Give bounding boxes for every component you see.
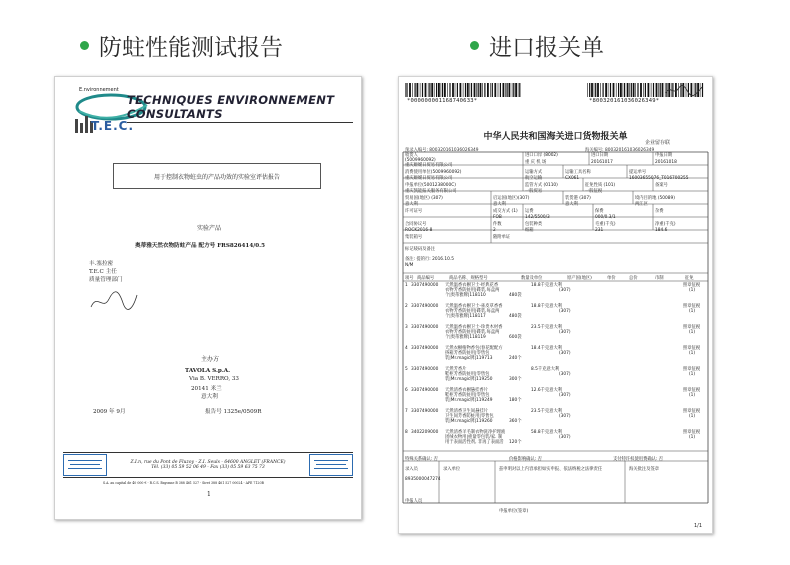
signer-line-1: 丰.塞拉密 — [89, 261, 114, 267]
report-title-box — [113, 163, 321, 189]
goods-name2: 衣物芳香防蛀用|碟装,每盒两 — [445, 330, 500, 336]
section-label: 实验产品 — [197, 225, 222, 232]
terms-label: 成交方式 (1) — [493, 209, 518, 214]
declare-person-label: 申报人员 — [405, 499, 423, 504]
port-label: 进口口岸 (8002) — [525, 153, 558, 158]
goods-qty: 300个 — [509, 377, 522, 383]
goods-name1: 天然温香衣橱卫士-雀皮草香香 — [445, 304, 503, 309]
goods-name2: 鞋柜芳香防蛀用|零售包 — [445, 372, 490, 378]
goods-row — [405, 388, 705, 409]
goods-name2: 挤箱芳香防蛀用|零售包 — [445, 351, 490, 357]
royalty: 支付特许权使用费确认: 否 — [613, 457, 664, 462]
goods-no: 6 — [405, 388, 408, 393]
report-page-number: 1 — [207, 491, 211, 498]
entry-person-label: 录入员 — [405, 467, 418, 472]
accreditation-stamp-right — [309, 454, 353, 476]
marks-line-2: N/M — [405, 263, 414, 268]
goods-origin2: (307) — [559, 393, 571, 399]
barcode-right-number: *800320161036026349* — [589, 98, 660, 104]
goods-tail: 照章征税 — [683, 430, 701, 435]
goods-row — [405, 367, 705, 388]
goods-name3: 用于表面活性剂, 非再了表面活 — [445, 440, 504, 446]
footer-small-print: S.A. au capital de 40 000 € - R.C.S. Bayonne B 388 461 527 - Siret 388 461 527 00024 - APE 7120B — [103, 481, 264, 485]
gross-label: 毛重(千克) — [595, 222, 616, 227]
stamp-lines-icon — [312, 457, 350, 473]
marks-line-1: 备注: 提的行: 2016.10.5 — [405, 257, 454, 262]
goods-name1: 天然温香衣橱卫士-珍贵木材香 — [445, 325, 503, 330]
goods-origin2: (307) — [559, 372, 571, 378]
goods-name3: 装|Mr.magic牌|119713 — [445, 356, 493, 362]
goods-code: 3307490000 — [411, 367, 439, 372]
start-label: 启运国(地区)(307) — [493, 196, 530, 201]
goods-no: 1 — [405, 283, 408, 288]
customs-subtitle: 企业留存联 — [644, 140, 670, 146]
client-label: 主办方 — [201, 356, 220, 363]
customs-page-number: 1/1 — [693, 523, 702, 529]
goods-tail: 照章征税 — [683, 283, 701, 288]
client-address-3: 意大利 — [201, 394, 218, 400]
tool-value: CX061 — [565, 176, 580, 181]
goods-code: 3307490000 — [411, 304, 439, 309]
supervise-label: 监管方式 (0110) — [525, 183, 558, 188]
net-label: 净重(千克) — [655, 222, 676, 227]
start-value: 意大利 — [493, 202, 506, 207]
entry-unit-label: 录入单位 — [443, 467, 461, 472]
company-name: TECHNIQUES ENVIRONNEMENT CONSULTANTS — [127, 93, 353, 123]
goods-tail2: (1) — [689, 393, 696, 399]
pack-value: 纸箱 — [525, 228, 534, 233]
goods-tail2: (1) — [689, 288, 696, 294]
col-qty: 数量及单位 — [521, 276, 543, 281]
goods-name3: 个|奥蒂雅牌|118119 — [445, 335, 486, 341]
goods-name1: 天然清香羊毛制衣物洗净护理液 — [445, 430, 506, 435]
barcode-left-icon — [405, 83, 523, 97]
consignee-name: 重庆姬嫒日贸易有限公司 — [405, 163, 453, 168]
goods-origin: 8.5千克意大利 — [531, 367, 560, 372]
goods-row — [405, 283, 705, 304]
col-currency: 币制 — [655, 276, 664, 281]
goods-no: 3 — [405, 325, 408, 330]
goods-code: 3307490000 — [411, 325, 439, 330]
net-value: 184.6 — [655, 228, 668, 233]
report-footer — [63, 452, 353, 478]
tool-label: 运输工具名称 — [565, 170, 591, 175]
declare-date-label: 申报日期 — [655, 153, 673, 158]
col-code: 商品编号 — [417, 276, 435, 281]
signature-scribble-icon — [89, 289, 139, 313]
freight-label: 运费 — [525, 209, 534, 214]
origin-label: 贸易国(地区) (307) — [405, 196, 443, 201]
bill-label: 提运单号 — [629, 170, 647, 175]
import-date-label: 进口日期 — [591, 153, 609, 158]
goods-qty: 480袋 — [509, 293, 522, 299]
goods-row — [405, 346, 705, 367]
goods-origin: 18.4千克意大利 — [531, 346, 563, 351]
goods-origin: 23.5千克意大利 — [531, 325, 563, 330]
client-address-1: Via B. VERRO, 33 — [189, 376, 239, 382]
goods-name1: 天然芳香片 — [445, 367, 467, 372]
col-no: 项号 — [405, 276, 414, 281]
col-total: 总价 — [629, 276, 638, 281]
goods-tail2: (1) — [689, 435, 696, 441]
marks-label: 标记唛码及备注 — [405, 247, 436, 252]
goods-qty: 180个 — [509, 398, 522, 404]
special-relation: 特殊关系确认: 否 — [405, 457, 438, 462]
goods-qty: 600袋 — [509, 335, 522, 341]
goods-qty: 360个 — [509, 419, 522, 425]
goods-qty: 240个 — [509, 356, 522, 362]
goods-origin: 23.5千克意大利 — [531, 409, 563, 414]
product-line: 奥蒂雅天然衣物防蛀产品 配方号 FRS826414/0.5 — [135, 243, 265, 249]
footer-tel: Tél. (33) 05 59 52 06 49 - Fax (33) 05 59 63 75 73 — [151, 465, 265, 470]
goods-name1: 天然清香衣橱悬挂香片 — [445, 388, 488, 393]
footer-address-block — [131, 460, 286, 470]
goods-tail2: (1) — [689, 372, 696, 378]
client-name: TAVOLA S.p.A. — [185, 368, 231, 374]
goods-name1: 天然清香卫生间悬挂片 — [445, 409, 488, 414]
signer-line-2: T.E.C 主任 — [89, 269, 117, 275]
bullet-dot-icon — [470, 41, 479, 50]
goods-tail: 照章征税 — [683, 325, 701, 330]
pre-entry-number: 预录入编号: 800320161036026349 — [405, 148, 479, 153]
customs-title: 中华人民共和国海关进口货物报关单 — [483, 132, 628, 142]
gross-value: 231 — [595, 228, 604, 233]
goods-code: 3307490000 — [411, 388, 439, 393]
goods-tail2: (1) — [689, 414, 696, 420]
transport-label: 运输方式 — [525, 170, 543, 175]
goods-qty: 480袋 — [509, 314, 522, 320]
col-origin: 原产国(地区) — [567, 276, 592, 281]
import-date: 20161017 — [591, 160, 613, 165]
port-value: 重 庆 机 场 — [525, 160, 547, 165]
bullet-dot-icon — [80, 41, 89, 50]
report-date: 2009 年 9月 — [93, 409, 126, 415]
goods-row — [405, 409, 705, 430]
goods-tail: 照章征税 — [683, 304, 701, 309]
goods-origin2: (307) — [559, 351, 571, 357]
test-report-document — [54, 76, 362, 520]
goods-tail: 照章征税 — [683, 367, 701, 372]
goods-origin: 58.8千克意大利 — [531, 430, 563, 435]
goods-origin2: (307) — [559, 330, 571, 336]
goods-code: 3307490000 — [411, 409, 439, 414]
consignee-label: 收货人 — [405, 153, 418, 158]
pieces-label: 件数 — [493, 222, 502, 227]
goods-name3: 个|奥蒂雅牌|118110 — [445, 293, 486, 299]
goods-row — [405, 304, 705, 325]
freight-value: 142/5500/3 — [525, 215, 550, 220]
customs-heading-text: 进口报关单 — [489, 34, 604, 61]
goods-tail: 照章征税 — [683, 409, 701, 414]
declare-statement: 兹申明对以上内容承担如实申报、依法纳税之法律责任 — [499, 467, 603, 472]
user-unit: 重庆姬嫒日贸易有限公司 — [405, 176, 453, 181]
goods-name3: 装|Mr.magic牌|119250 — [445, 377, 493, 383]
domestic-label: 境内目的地 (50089) — [635, 196, 675, 201]
pack-label: 包装种类 — [525, 222, 543, 227]
goods-qty: 120个 — [509, 440, 522, 446]
terms-value: FOB — [493, 215, 502, 220]
goods-name1: 天然衣橱植物香包(春花配配方 — [445, 346, 503, 351]
footer-address: Z.I.n, rue du Pont de Fluzoy - Z.I. Seuls - 64600 ANGLET (FRANCE) — [130, 460, 286, 465]
goods-tail2: (1) — [689, 351, 696, 357]
signer-line-3: 质量管理部门 — [89, 277, 123, 283]
stamp-lines-icon — [66, 457, 104, 473]
goods-no: 7 — [405, 409, 408, 414]
goods-name2: 衣物芳香防蛀用|碟装,每盒两 — [445, 288, 500, 294]
tec-label: T.E.C. — [91, 119, 135, 133]
customs-declaration-document — [398, 76, 713, 534]
col-levy: 征免 — [685, 276, 694, 281]
report-heading — [80, 28, 283, 62]
bill-value: 16003655076_T016700255 — [629, 176, 689, 181]
transport-value: 航空运输 — [525, 176, 543, 181]
client-address-2: 20141 米兰 — [191, 386, 222, 392]
col-name: 商品名称、规格型号 — [449, 276, 488, 281]
remark-label: 备案号 — [655, 183, 668, 188]
goods-origin: 18.8千克意大利 — [531, 304, 563, 309]
goods-origin2: (307) — [559, 288, 571, 294]
goods-no: 5 — [405, 367, 408, 372]
goods-tail: 照章征税 — [683, 388, 701, 393]
goods-tail2: (1) — [689, 309, 696, 315]
logo-small-label: E.nvironnement — [79, 87, 119, 93]
goods-no: 4 — [405, 346, 408, 351]
levy-label: 征免性质 (101) — [585, 183, 616, 188]
goods-name3: 装|Mr.magic牌|119249 — [445, 398, 493, 404]
report-number: 报告号 1325e/0509R — [205, 409, 262, 415]
dest-label: 装货港 (307) — [565, 196, 591, 201]
price-impact: 价格影响确认: 否 — [509, 457, 542, 462]
goods-code: 3307490000 — [411, 346, 439, 351]
goods-tail2: (1) — [689, 330, 696, 336]
entry-code: 8935000047274 — [405, 477, 441, 482]
customs-note-label: 海关批注及签章 — [629, 467, 660, 472]
accreditation-stamp-left — [63, 454, 107, 476]
consignee-code: (5009960092) — [405, 158, 436, 163]
goods-origin: 12.6千克意大利 — [531, 388, 563, 393]
goods-code: 3307490000 — [411, 283, 439, 288]
insurance-value: 000/0.3/1 — [595, 215, 616, 220]
goods-name2: 卫生间芳香防蛀用|零售包 — [445, 414, 494, 420]
goods-no: 2 — [405, 304, 408, 309]
goods-code: 3402209000 — [411, 430, 439, 435]
handwritten-signature-icon — [664, 83, 704, 97]
dest-value: 意大利 — [565, 202, 578, 207]
customs-entry-number: 海关编号: 800320161036026349 — [585, 148, 655, 153]
goods-origin2: (307) — [559, 414, 571, 420]
unit-stamp-label: 申报单位(签章) — [499, 509, 529, 514]
license-label: 许可证号 — [405, 209, 423, 214]
goods-origin2: (307) — [559, 309, 571, 315]
levy-value: 一般征税 — [585, 189, 603, 194]
goods-name2: 鞋柜芳香防蛀用|零售包 — [445, 393, 490, 399]
goods-name2: 衣物芳香防蛀用|碟装,每盒两 — [445, 309, 500, 315]
supervise-value: 一般贸易 — [525, 189, 543, 194]
col-price: 单价 — [607, 276, 616, 281]
pieces-value: 2 — [493, 228, 496, 233]
goods-no: 8 — [405, 430, 408, 435]
barcode-left-number: *000000001168740633* — [407, 98, 478, 104]
goods-row — [405, 325, 705, 346]
goods-name3: 个|奥蒂雅牌|118117 — [445, 314, 486, 320]
docs-label: 随附单证 — [493, 235, 511, 240]
goods-origin: 18.8千克意大利 — [531, 283, 563, 288]
misc-label: 杂费 — [655, 209, 664, 214]
user-unit-label: 消费使用单位(5009960092) — [405, 170, 462, 175]
goods-origin2: (307) — [559, 435, 571, 441]
agent-value: 重庆凯能报关服务有限公司 — [405, 189, 457, 194]
goods-name1: 天然温香衣橱卫士-经典花香 — [445, 283, 499, 288]
declare-date: 20161018 — [655, 160, 677, 165]
customs-heading — [470, 28, 604, 62]
domestic-value: 两江区 — [635, 202, 648, 207]
contract-value: ROCK2016-8 — [405, 228, 433, 233]
container-label: 集装箱号 — [405, 235, 423, 240]
contract-label: 合同协议号 — [405, 222, 427, 227]
insurance-label: 保费 — [595, 209, 604, 214]
report-heading-text: 防蛀性能测试报告 — [99, 34, 283, 61]
origin-value: 意大利 — [405, 202, 418, 207]
goods-tail: 照章征税 — [683, 346, 701, 351]
report-title: 用于控制衣物蛀虫的产品功效的实验室评估报告 — [153, 173, 280, 181]
goods-name2: 团绒衣物用|重量零包装/家. 制 — [445, 435, 503, 441]
agent-label: 申报单位(5001238000C) — [405, 183, 456, 188]
goods-row — [405, 430, 705, 451]
goods-name3: 装|Mr.magic牌|119260 — [445, 419, 493, 425]
